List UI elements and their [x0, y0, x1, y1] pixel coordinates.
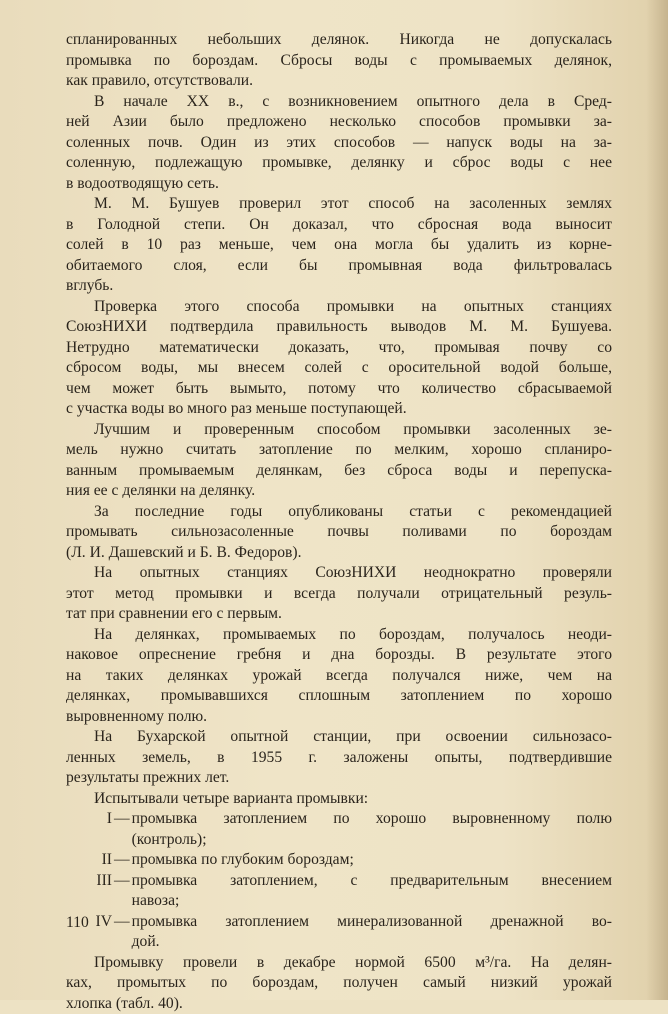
- text-line: тат при сравнении его с первым.: [66, 604, 612, 625]
- variant-item: [66, 871, 612, 912]
- text-line: СоюзНИХИ подтвердила правильность выводов М. М. Бушуева.: [66, 317, 612, 338]
- text-line: вглубь.: [66, 276, 612, 297]
- variant-text: [132, 871, 612, 912]
- text-line: Промывку провели в декабре нормой 6500 м³/га. На делян-: [66, 953, 612, 974]
- variant-dash: —: [112, 850, 132, 871]
- text-line: промывка затоплением минерализованной дренажной во-: [132, 912, 612, 933]
- text-line: мель нужно считать затопление по мелким, хорошо спланиро-: [66, 440, 612, 461]
- page-edge-shadow: [646, 0, 668, 1000]
- text-line: ней Азии было предложено несколько способов промывки за-: [66, 112, 612, 133]
- text-line: обитаемого слоя, если бы промывная вода фильтровалась: [66, 256, 612, 277]
- variant-text: [132, 850, 612, 871]
- paragraph-5: [66, 420, 612, 502]
- text-line: с участка воды во много раз меньше поступающей.: [66, 399, 612, 420]
- text-line: ванным промываемым делянкам, без сброса воды и перепуска-: [66, 461, 612, 482]
- text-line: Испытывали четыре варианта промывки:: [66, 789, 612, 810]
- text-line: промывать сильнозасоленные почвы поливами по бороздам: [66, 522, 612, 543]
- text-line: этот метод промывки и всегда получали отрицательный резуль-: [66, 584, 612, 605]
- text-line: как правило, отсутствовали.: [66, 71, 612, 92]
- text-line: чем может быть вымыто, потому что количество сбрасываемой: [66, 379, 612, 400]
- text-line: дой.: [132, 932, 612, 953]
- text-line: навоза;: [132, 891, 612, 912]
- variant-text: [132, 809, 612, 850]
- variant-number: IV: [66, 912, 112, 953]
- paragraph-1: [66, 30, 612, 92]
- variant-text: [132, 912, 612, 953]
- text-line: соленную, подлежащую промывке, делянку и сброс воды с нее: [66, 153, 612, 174]
- paragraph-9: [66, 727, 612, 789]
- text-line: (Л. И. Дашевский и Б. В. Федоров).: [66, 543, 612, 564]
- text-line: хлопка (табл. 40).: [66, 994, 612, 1014]
- paragraph-6: [66, 502, 612, 564]
- paragraph-2: [66, 92, 612, 195]
- page-number: 110: [66, 914, 89, 932]
- text-line: промывка по глубоким бороздам;: [132, 850, 612, 871]
- text-line: М. М. Бушуев проверил этот способ на засоленных землях: [66, 194, 612, 215]
- text-line: Лучшим и проверенным способом промывки засоленных зе-: [66, 420, 612, 441]
- text-line: Нетрудно математически доказать, что, промывая почву со: [66, 338, 612, 359]
- text-line: ленных земель, в 1955 г. заложены опыты, подтвердившие: [66, 748, 612, 769]
- text-line: соленных почв. Один из этих способов — напуск воды на за-: [66, 133, 612, 154]
- variant-dash: —: [112, 871, 132, 912]
- text-line: делянках, промывавшихся сплошным затоплением по хорошо: [66, 686, 612, 707]
- text-line: ния ее с делянки на делянку.: [66, 481, 612, 502]
- paragraph-7: [66, 563, 612, 625]
- variant-number: III: [66, 871, 112, 912]
- text-line: в водоотводящую сеть.: [66, 174, 612, 195]
- text-line: На Бухарской опытной станции, при освоении сильнозасо-: [66, 727, 612, 748]
- text-line: На опытных станциях СоюзНИХИ неоднократно проверяли: [66, 563, 612, 584]
- text-line: сбросом воды, мы внесем солей с оросительной водой больше,: [66, 358, 612, 379]
- final-paragraph: [66, 953, 612, 1014]
- body-text: [66, 30, 612, 1014]
- text-line: солей в 10 раз меньше, чем она могла бы удалить из корне-: [66, 235, 612, 256]
- text-line: спланированных небольших делянок. Никогда не допускалась: [66, 30, 612, 51]
- variant-item: [66, 809, 612, 850]
- variants-list: [66, 809, 612, 953]
- text-line: выровненному полю.: [66, 707, 612, 728]
- variant-item: [66, 850, 612, 871]
- variant-number: I: [66, 809, 112, 850]
- text-line: промывка по бороздам. Сбросы воды с промываемых делянок,: [66, 51, 612, 72]
- text-line: промывка затоплением, с предварительным внесением: [132, 871, 612, 892]
- variant-number: II: [66, 850, 112, 871]
- text-line: В начале XX в., с возникновением опытного дела в Сред-: [66, 92, 612, 113]
- paragraph-3: [66, 194, 612, 297]
- text-line: (контроль);: [132, 830, 612, 851]
- text-line: На делянках, промываемых по бороздам, получалось неоди-: [66, 625, 612, 646]
- text-line: результаты прежних лет.: [66, 768, 612, 789]
- text-line: на таких делянках урожай всегда получался ниже, чем на: [66, 666, 612, 687]
- text-line: За последние годы опубликованы статьи с рекомендацией: [66, 502, 612, 523]
- paragraph-8: [66, 625, 612, 728]
- paragraph-4: [66, 297, 612, 420]
- variant-dash: —: [112, 809, 132, 850]
- text-line: ках, промытых по бороздам, получен самый низкий урожай: [66, 973, 612, 994]
- variant-dash: —: [112, 912, 132, 953]
- text-line: в Голодной степи. Он доказал, что сбросная вода выносит: [66, 215, 612, 236]
- variant-item: [66, 912, 612, 953]
- text-line: промывка затоплением по хорошо выровненному полю: [132, 809, 612, 830]
- paragraph-10: [66, 789, 612, 810]
- text-line: Проверка этого способа промывки на опытных станциях: [66, 297, 612, 318]
- text-line: наковое опреснение гребня и дна борозды. В результате этого: [66, 645, 612, 666]
